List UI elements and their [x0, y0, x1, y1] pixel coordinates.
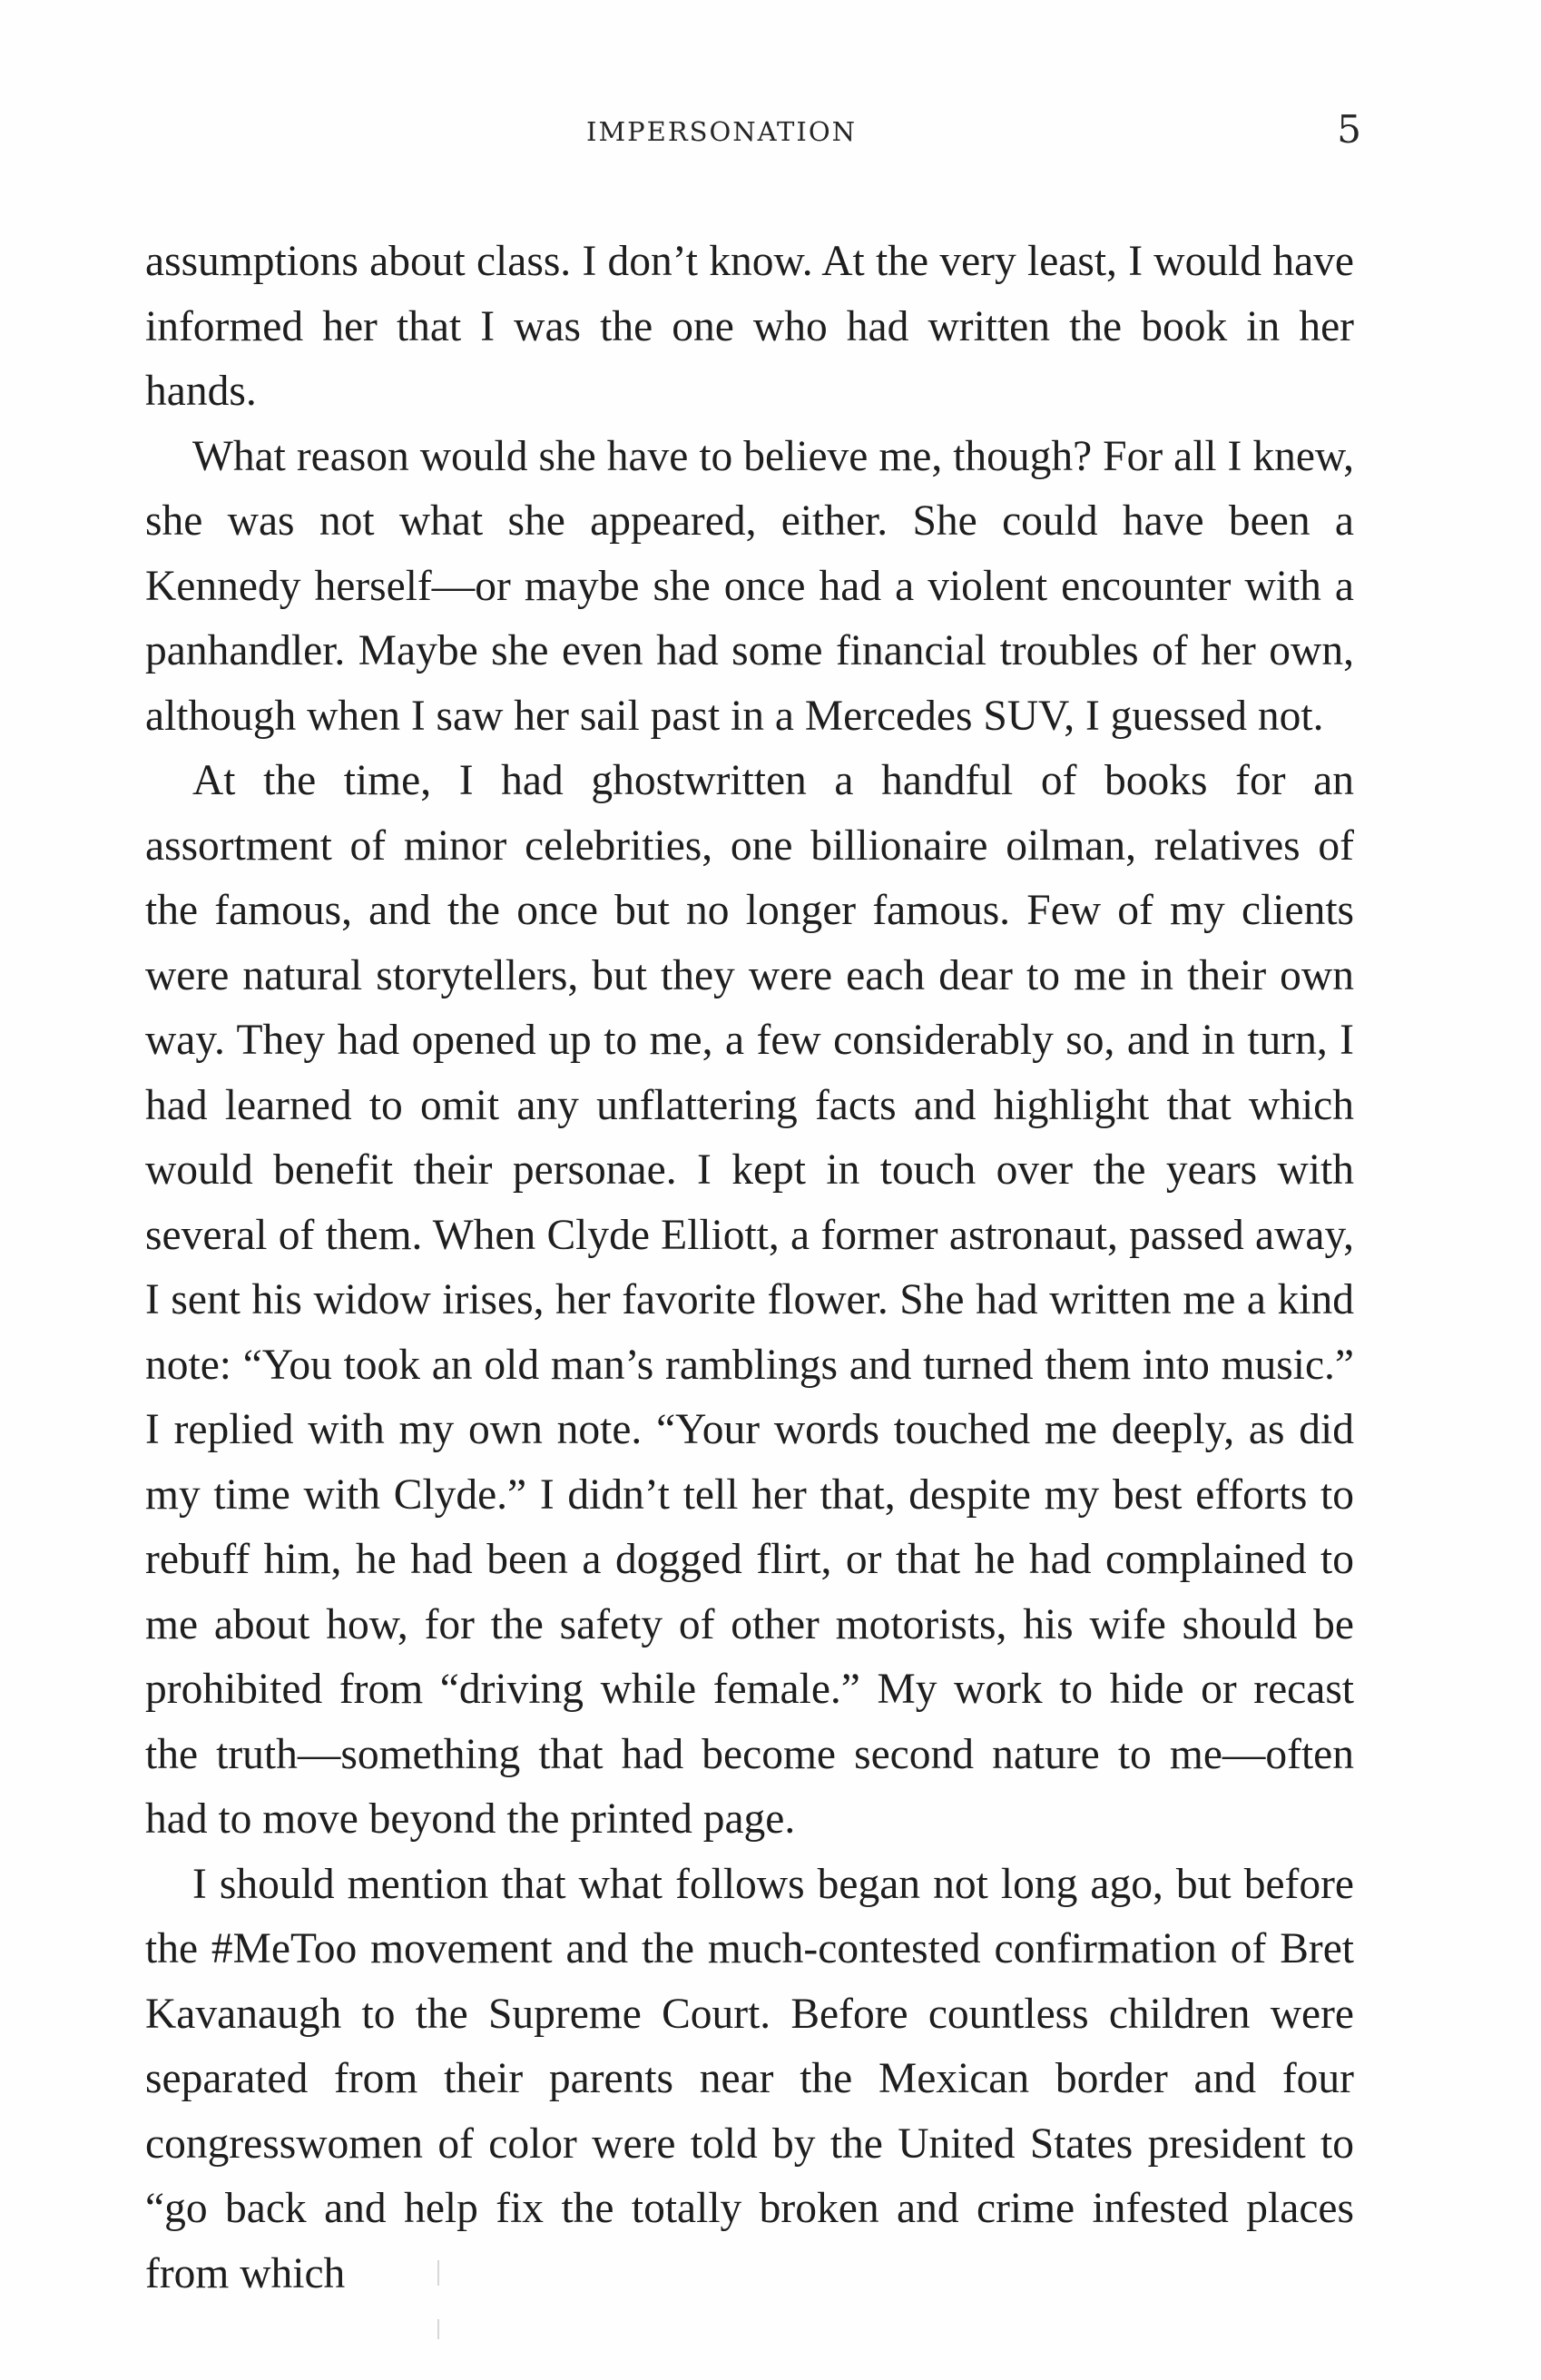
running-head — [145, 107, 1361, 168]
paragraph: What reason would she have to believe me, though? For all I knew, she was not what she appeared, either. She could have been a Kennedy herself—or maybe she once had a violent encounter with a panhandler. Maybe she even had some financial troubles of her own, although when I saw her sail past in a Mercedes SUV, I guessed not. — [145, 432, 1354, 740]
paragraph: I should mention that what follows began not long ago, but before the #MeToo movement and the much-contested confirmation of Bret Kavanaugh to the Supreme Court. Before countless children were separated from their parents near the Mexican border and four congresswomen of color were told by the United States president to “go back and help fix the totally broken and crime infested places from which — [145, 1860, 1354, 2297]
running-title: IMPERSONATION — [586, 116, 857, 147]
paragraph: At the time, I had ghostwritten a handful of books for an assortment of minor celebrities, one billionaire oilman, relatives of the famous, and the once but no longer famous. Few of my clients were natural storytellers, but they were each dear to me in their own way. They had opened up to me, a few considerably so, and in turn, I had learned to omit any unflattering facts and highlight that which would benefit their personae. I kept in touch over the years with several of them. When Clyde Elliott, a former astronaut, passed away, I sent his widow irises, her favorite flower. She had written me a kind note: “You took an old man’s ramblings and turned them into music.” I replied with my own note. “Your words touched me deeply, as did my time with Clyde.” I didn’t tell her that, despite my best efforts to rebuff him, he had been a dogged flirt, or that he had complained to me about how, for the safety of other motorists, his wife should be prohibited from “driving while female.” My work to hide or recast the truth—something that had become second nature to me—often had to move beyond the printed page. — [145, 757, 1354, 1843]
scan-artifact — [437, 2319, 439, 2339]
body-text — [145, 230, 1354, 2306]
paragraph: assumptions about class. I don’t know. At the very least, I would have informed her that I was the one who had written the book in her hands. — [145, 238, 1354, 415]
scan-artifact — [437, 2260, 439, 2286]
page-number: 5 — [1337, 107, 1361, 152]
